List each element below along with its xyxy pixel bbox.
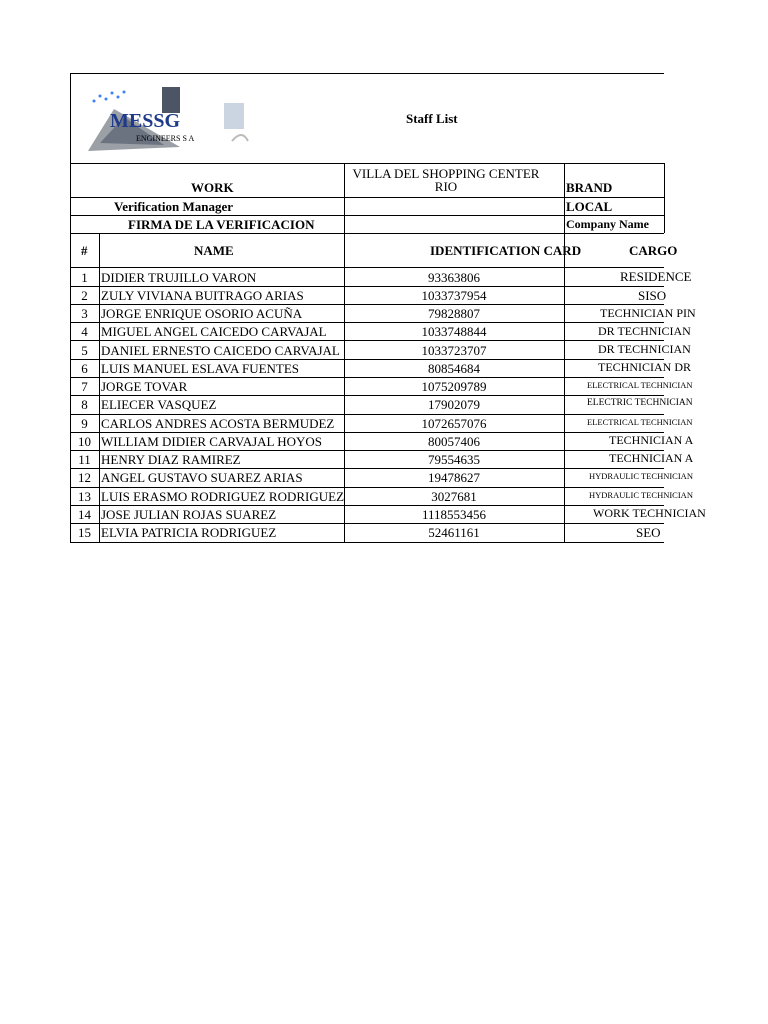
row-name: DANIEL ERNESTO CAICEDO CARVAJAL bbox=[101, 343, 340, 358]
row-name: DIDIER TRUJILLO VARON bbox=[101, 270, 257, 285]
divider bbox=[70, 233, 664, 234]
page-title: Staff List bbox=[406, 111, 458, 126]
row-divider bbox=[70, 414, 664, 415]
row-divider bbox=[70, 322, 664, 323]
row-name: ELVIA PATRICIA RODRIGUEZ bbox=[101, 525, 277, 540]
row-number: 3 bbox=[81, 306, 88, 321]
row-divider bbox=[70, 432, 664, 433]
row-cargo: SISO bbox=[638, 288, 667, 303]
divider bbox=[70, 267, 664, 268]
row-id: 52461161 bbox=[428, 525, 480, 540]
row-divider bbox=[70, 395, 664, 396]
row-id: 19478627 bbox=[428, 470, 480, 485]
row-name: WILLIAM DIDIER CARVAJAL HOYOS bbox=[101, 434, 323, 449]
row-divider bbox=[70, 340, 664, 341]
row-divider bbox=[70, 523, 664, 524]
row-id: 1118553456 bbox=[421, 507, 487, 522]
logo-subtext: ENGINEERS S A bbox=[136, 134, 195, 143]
row-number: 9 bbox=[81, 416, 88, 431]
company-logo bbox=[84, 81, 250, 153]
row-number: 2 bbox=[81, 288, 88, 303]
row-id: 1033748844 bbox=[421, 324, 487, 339]
row-id: 80854684 bbox=[428, 361, 480, 376]
row-number: 11 bbox=[78, 452, 91, 467]
row-number: 7 bbox=[81, 379, 88, 394]
verification-manager-label: Verification Manager bbox=[114, 199, 234, 214]
col-header-num: # bbox=[81, 243, 88, 258]
row-name: CARLOS ANDRES ACOSTA BERMUDEZ bbox=[101, 416, 335, 431]
row-divider bbox=[70, 450, 664, 451]
row-cargo: DR TECHNICIAN bbox=[598, 324, 691, 338]
divider bbox=[344, 163, 345, 233]
work-label: WORK bbox=[191, 180, 234, 195]
row-name: LUIS ERASMO RODRIGUEZ RODRIGUEZ bbox=[101, 489, 345, 504]
divider bbox=[99, 233, 100, 542]
row-name: ANGEL GUSTAVO SUAREZ ARIAS bbox=[101, 470, 303, 485]
col-header-id: IDENTIFICATION CARD bbox=[430, 243, 582, 258]
row-divider bbox=[70, 505, 664, 506]
row-cargo: TECHNICIAN DR bbox=[598, 360, 691, 374]
row-divider bbox=[70, 468, 664, 469]
row-id: 17902079 bbox=[428, 397, 480, 412]
row-name: JORGE TOVAR bbox=[101, 379, 188, 394]
local-label: LOCAL bbox=[566, 199, 613, 214]
row-divider bbox=[70, 377, 664, 378]
row-number: 1 bbox=[81, 270, 88, 285]
row-name: JOSE JULIAN ROJAS SUAREZ bbox=[101, 507, 277, 522]
firma-label: FIRMA DE LA VERIFICACION bbox=[128, 217, 315, 232]
company-name-label: Company Name bbox=[566, 217, 649, 231]
divider bbox=[564, 163, 565, 233]
divider bbox=[70, 163, 664, 164]
row-name: JORGE ENRIQUE OSORIO ACUÑA bbox=[101, 306, 303, 321]
brand-label: BRAND bbox=[566, 180, 613, 195]
divider bbox=[70, 215, 664, 216]
row-number: 12 bbox=[78, 470, 91, 485]
row-divider bbox=[70, 304, 664, 305]
row-cargo: WORK TECHNICIAN bbox=[593, 506, 706, 520]
row-cargo: RESIDENCE bbox=[620, 269, 692, 284]
divider bbox=[664, 163, 665, 233]
row-name: MIGUEL ANGEL CAICEDO CARVAJAL bbox=[101, 324, 327, 339]
divider bbox=[70, 197, 664, 198]
work-value: VILLA DEL SHOPPING CENTER RIO bbox=[352, 166, 540, 194]
row-id: 1033737954 bbox=[421, 288, 487, 303]
row-cargo: TECHNICIAN A bbox=[609, 451, 694, 465]
row-number: 14 bbox=[78, 507, 91, 522]
row-id: 79554635 bbox=[428, 452, 480, 467]
row-id: 1033723707 bbox=[421, 343, 487, 358]
row-divider bbox=[70, 286, 664, 287]
row-id: 1072657076 bbox=[421, 416, 487, 431]
row-number: 13 bbox=[78, 489, 91, 504]
row-cargo: TECHNICIAN A bbox=[609, 433, 694, 447]
row-divider bbox=[70, 359, 664, 360]
row-name: ELIECER VASQUEZ bbox=[101, 397, 217, 412]
col-header-cargo: CARGO bbox=[629, 243, 678, 258]
row-cargo: ELECTRICAL TECHNICIAN bbox=[587, 417, 693, 427]
row-id: 79828807 bbox=[428, 306, 480, 321]
row-name: LUIS MANUEL ESLAVA FUENTES bbox=[101, 361, 300, 376]
row-cargo: TECHNICIAN PIN bbox=[600, 306, 696, 320]
col-header-name: NAME bbox=[194, 243, 234, 258]
row-cargo: HYDRAULIC TECHNICIAN bbox=[589, 471, 693, 481]
row-number: 4 bbox=[81, 324, 88, 339]
row-cargo: SEO bbox=[636, 525, 661, 540]
row-id: 93363806 bbox=[428, 270, 480, 285]
row-number: 10 bbox=[78, 434, 91, 449]
row-divider bbox=[70, 487, 664, 488]
row-id: 1075209789 bbox=[421, 379, 487, 394]
divider bbox=[564, 233, 565, 542]
row-id: 80057406 bbox=[428, 434, 480, 449]
row-cargo: ELECTRICAL TECHNICIAN bbox=[587, 380, 693, 390]
logo-text: MESSG bbox=[110, 110, 181, 132]
row-divider bbox=[70, 542, 664, 543]
row-id: 3027681 bbox=[431, 489, 477, 504]
row-cargo: ELECTRIC TECHNICIAN bbox=[587, 398, 693, 408]
row-number: 15 bbox=[78, 525, 91, 540]
row-name: ZULY VIVIANA BUITRAGO ARIAS bbox=[101, 288, 304, 303]
row-number: 6 bbox=[81, 361, 88, 376]
row-cargo: DR TECHNICIAN bbox=[598, 342, 691, 356]
top-border bbox=[70, 73, 664, 74]
row-number: 5 bbox=[81, 343, 88, 358]
row-cargo: HYDRAULIC TECHNICIAN bbox=[589, 490, 693, 500]
row-number: 8 bbox=[81, 397, 88, 412]
row-name: HENRY DIAZ RAMIREZ bbox=[101, 452, 241, 467]
